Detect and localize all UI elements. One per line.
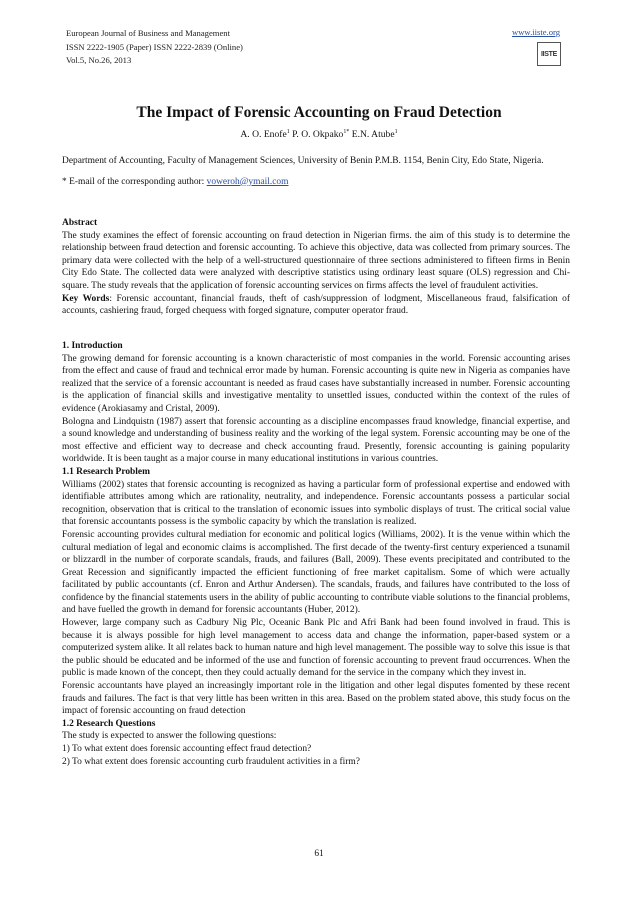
list-item: 1) To what extent does forensic accounting effect fraud detection?	[62, 744, 312, 754]
author-name: E.N. Atube	[349, 129, 395, 141]
correspondence-line	[62, 176, 570, 189]
paragraph: Forensic accountants have played an increasingly important role in the litigation and other legal disputes fomented by these recent frauds and failures. The fact is that very little has been written in this area. Based on the problem stated above, this study focus on the impact of forensic accounting on fraud detection	[62, 681, 570, 717]
abstract-heading: Abstract	[62, 218, 98, 228]
keywords-line	[62, 293, 570, 318]
front-matter	[62, 155, 570, 188]
paragraph: Bologna and Lindquistn (1987) assert that forensic accounting as a discipline encompasses fraud knowledge, financial expertise, and a sound knowledge and understanding of business reality and the working of the legal system. Forensic accounting may be one of the most effective and efficient way to decrease and check accounting fraud. Presently, forensic accounting is gaining popularity worldwide. It is been taught as a major course in many educational institutions in various countries.	[62, 416, 570, 465]
research-problem-heading: 1.1 Research Problem	[62, 466, 150, 477]
author-affiliation-mark: 1	[286, 129, 290, 135]
author-affiliation-mark: 1*	[343, 129, 350, 135]
journal-name: European Journal of Business and Management	[66, 28, 230, 38]
paragraph: Williams (2002) states that forensic accounting is recognized as having a particular form of professional expertise and endowed with identifiable attributes among which are rationality, neutrality, and independence. Forensic accountants possess a particular social recognition, observation that is critical to the translation of economic issues into symbolic displays of trust. The critical social value that forensic accountants possess is the symbolic capacity by which the translation is realized.	[62, 479, 570, 528]
research-questions-heading: 1.2 Research Questions	[62, 718, 156, 729]
journal-volume: Vol.5, No.26, 2013	[66, 55, 132, 65]
paragraph: The study is expected to answer the following questions:	[62, 731, 277, 742]
main-body	[62, 340, 570, 768]
abstract-text: The study examines the effect of forensic accounting on fraud detection in Nigerian firms. the aim of this study is to determine the relationship between fraud detection and forensic accounting. To achieve this objective, data was collected from primary sources. The primary data were collected with the help of a well-structured questionnaire of three sections administered to fifteen firms in Benin City Edo State. The collected data were analyzed with descriptive statistics using ordinary least square (OLS) regression and Chi-square. The study reveals that the application of forensic accounting services on firms affects the level of fraudulent activities.	[62, 230, 570, 291]
journal-website-link[interactable]: www.iiste.org	[512, 27, 560, 37]
author-email-link[interactable]: voweroh@ymail.com	[206, 176, 289, 187]
journal-issn: ISSN 2222-1905 (Paper) ISSN 2222-2839 (Online)	[66, 41, 243, 52]
intro-heading: 1. Introduction	[62, 341, 123, 351]
author-line	[0, 129, 638, 140]
paper-title: The Impact of Forensic Accounting on Fraud Detection	[136, 104, 502, 121]
keywords-label: Key Words	[62, 293, 110, 304]
affiliation: Department of Accounting, Faculty of Management Sciences, University of Benin P.M.B. 1154, Benin City, Edo State, Nigeria.	[62, 156, 544, 166]
journal-header	[66, 27, 243, 68]
page-number: 61	[314, 849, 324, 859]
abstract-section	[62, 217, 570, 318]
author-name: A. O. Enofe	[240, 129, 287, 141]
paragraph: The growing demand for forensic accounting is a known characteristic of most companies in the world. Forensic accounting arises from the effect and cause of fraud and technical error made by human. Forensic accounting is quite new in Nigeria as companies have realized that the service of a forensic accountant is needed as fraud cases have substantially increased in number. Forensic accounting is the application of financial skills and investigative mentality to unsettled issues, conducted within the context of the rules of evidence (Arokiasamy and Cristal, 2009).	[62, 353, 570, 414]
paragraph: Forensic accounting provides cultural mediation for economic and political logics (Williams, 2002). It is the venue within which the cultural mediation of legal and economic claims is accomplished. The first decade of the twenty-first century experienced a tsunamil or blizzardl in the number of corporate scandals, frauds, and failures (Ball, 2009). These events precipitated and contributed to the Great Recession and significantly impacted the efficient functioning of free market capitalism. Some of which were actually facilitated by public accountants (cf. Enron and Arthur Andersen). The scandals, frauds, and failures have contributed to the loss of confidence by the financial statements users in the ability of public accounting to contribute viable solutions to the financial problems, and have fuelled the growth in demand for forensic accountants (Huber, 2012).	[62, 529, 570, 616]
correspondence-label: * E-mail of the corresponding author:	[62, 176, 207, 187]
author-affiliation-mark: 1	[394, 129, 398, 135]
journal-logo: IISTE	[537, 42, 561, 66]
paragraph: However, large company such as Cadbury Nig Plc, Oceanic Bank Plc and Afri Bank had been found involved in fraud. This is because it is always possible for high level management to access data and change the information, paper-based system or a computerized system alike. It all relates back to human nature and high level management. The possible way to solve this issue is that the public should be educated and be informed of the use and function of forensic accounting to prevent fraud occurrences. When the public is made known of the concept, then they could actually demand for the service in the company which they invest in.	[62, 618, 570, 679]
keywords-text: : Forensic accountant, financial frauds, theft of cash/suppression of lodgment, Miscellaneous fraud, falsification of accounts, cashiering fraud, forged chequess with forged signature, computer operator fraud.	[62, 293, 571, 317]
author-name: P. O. Okpako	[289, 129, 344, 141]
list-item: 2) To what extent does forensic accounting curb fraudulent activities in a firm?	[62, 756, 360, 767]
